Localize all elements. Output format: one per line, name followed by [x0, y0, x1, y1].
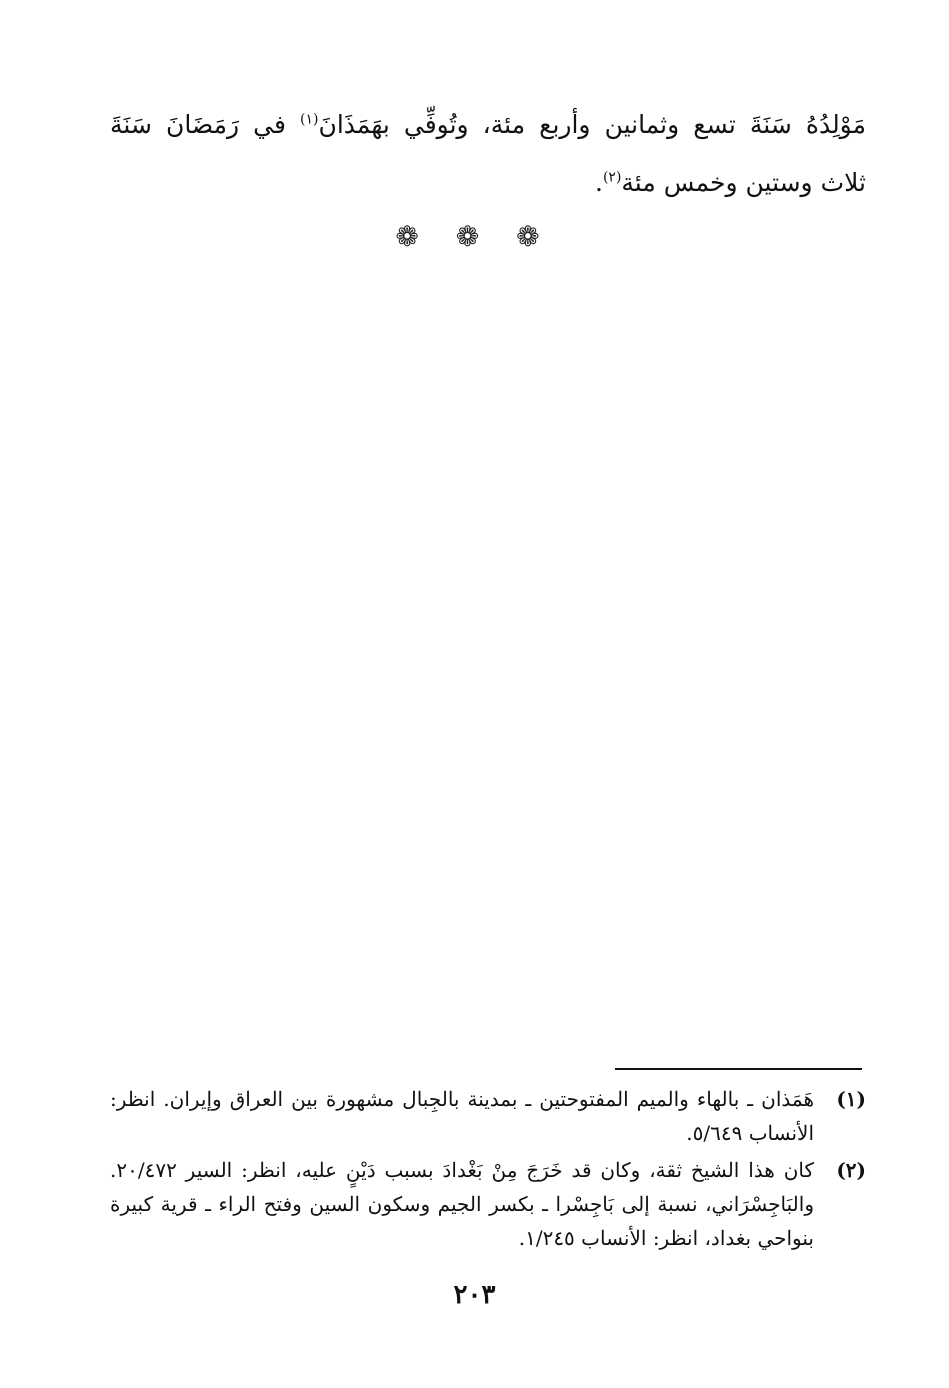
main-line1-end: في رَمَضَانَ سَنَةَ: [110, 110, 300, 139]
footnote-2-number: (٢): [836, 1158, 866, 1182]
footnote-ref-2: (٢): [602, 169, 622, 186]
main-text-line-1: [110, 96, 866, 154]
footnote-separator-line: [615, 1068, 862, 1070]
main-line1-text: مَوْلِدُهُ سَنَةَ تسع وثمانين وأربع مئة، وتُوفِّي بهَمَذَانَ: [318, 110, 866, 139]
main-text-line-2: [110, 154, 866, 212]
main-text-block: [110, 96, 866, 212]
footnotes-section: [110, 1082, 866, 1258]
footnote-1-text: هَمَذان ـ بالهاء والميم المفتوحتين ـ بمدينة بالجِبال مشهورة بين العراق وإيران. انظر: الأنساب ٥/٦٤٩.: [110, 1087, 814, 1145]
footnote-1-number: (١): [836, 1087, 866, 1111]
footnote-1: [110, 1082, 866, 1150]
footnote-ref-1: (١): [300, 111, 319, 128]
main-line2-end: .: [594, 168, 603, 197]
page-number: ٢٠٣: [453, 1280, 496, 1310]
section-ornament-divider: ❁ ❁ ❁: [395, 220, 554, 253]
main-line2-text: ثلاث وستين وخمس مئة: [621, 168, 866, 197]
footnote-2-text: كان هذا الشيخ ثقة، وكان قد خَرَجَ مِنْ بَغْدادَ بسبب دَيْنٍ عليه، انظر: السير ٢٠/٤٧٢. والبَاجِسْرَاني، نسبة إلى بَاجِسْرا ـ بكسر الجيم وسكون السين وفتح الراء ـ قرية كبيرة بنواحي بغداد، انظر: الأنساب ١/٢٤٥.: [110, 1158, 814, 1250]
footnote-2: [110, 1153, 866, 1255]
